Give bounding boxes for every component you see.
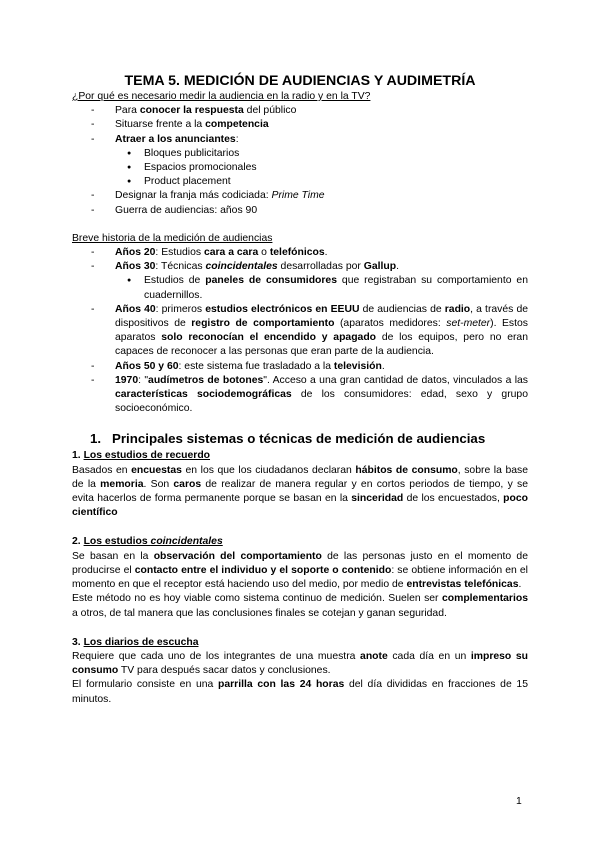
paragraph: Se basan en la observación del comportamiento de las personas justo en el momento de producirse el contacto entre el individuo y el soporte o contenido: se obtiene información en el momento en que el receptor está haciendo uso del medio, por medio de entrevistas telefónicas. — [72, 550, 528, 591]
subsection-heading: 2. Los estudios coincidentales — [72, 536, 223, 548]
list-item: - Guerra de audiencias: años 90 — [115, 204, 528, 218]
list-item: - Designar la franja más codiciada: Prime Time — [115, 189, 528, 203]
list-item: - Años 40: primeros estudios electrónicos en EEUU de audiencias de radio, a través de dispositivos de registro de comportamiento (aparatos medidores: set-meter). Estos aparatos solo reconocían el encendido y apagado de los equipos, pero no eran capaces de reconocer a las personas que eran parte de la audiencia. — [115, 303, 528, 360]
list-item: ● Bloques publicitarios — [144, 147, 528, 161]
sub-list — [115, 147, 528, 190]
page-number: 1 — [516, 796, 522, 807]
history-heading: Breve historia de la medición de audiencias — [72, 232, 273, 244]
subsection-heading: 3. Los diarios de escucha — [72, 636, 199, 648]
subsection-heading: 1. Los estudios de recuerdo — [72, 450, 211, 462]
paragraph: Requiere que cada uno de los integrantes de una muestra anote cada día en un impreso su consumo TV para después sacar datos y conclusiones. — [72, 650, 529, 677]
list-item: - Para conocer la respuesta del público — [115, 104, 528, 118]
section-heading: 1. Principales sistemas o técnicas de medición de audiencias — [90, 431, 486, 447]
sub-list — [115, 274, 528, 302]
list-item: ● Espacios promocionales — [144, 161, 528, 175]
history-list — [72, 246, 528, 416]
paragraph: El formulario consiste en una parrilla con las 24 horas del día divididas en fracciones de 15 minutos. — [72, 679, 528, 705]
paragraph: Este método no es hoy viable como sistema continuo de medición. Suelen ser complementarios a otros, de tal manera que las conclusiones finales se cotejan y ganan seguridad. — [72, 593, 528, 619]
paragraph: Basados en encuestas en los que los ciudadanos declaran hábitos de consumo, sobre la base de la memoria. Son caros de realizar de manera regular y en cortos periodos de tiempo, y se evita hacerlos de forma permanente porque se basan en la sinceridad de los encuestados, poco científico — [72, 464, 528, 519]
list-item: - 1970: "audímetros de botones". Acceso a una gran cantidad de datos, vinculados a las características sociodemográficas de los consumidores: edad, sexo y grupo socioeconómico. — [115, 374, 528, 417]
list-item: ● Product placement — [144, 175, 528, 189]
list-item: ● Estudios de paneles de consumidores que registraban su comportamiento en cuadernillos. — [144, 274, 528, 302]
document-page — [72, 72, 528, 707]
list-item: - Atraer a los anunciantes: ● Bloques publicitarios ● Espacios promocionales ● Product placement — [115, 133, 528, 190]
list-item: - Años 50 y 60: este sistema fue trasladado a la televisión. — [115, 360, 528, 374]
list-item: - Situarse frente a la competencia — [115, 118, 528, 132]
list-item: - Años 30: Técnicas coincidentales desarrolladas por Gallup. ● Estudios de paneles de consumidores que registraban su comportamiento en cuadernillos. — [115, 260, 528, 303]
intro-question: ¿Por qué es necesario medir la audiencia en la radio y en la TV? — [72, 91, 371, 102]
list-item: - Años 20: Estudios cara a cara o telefónicos. — [115, 246, 528, 260]
intro-list — [72, 104, 528, 218]
page-title: TEMA 5. MEDICIÓN DE AUDIENCIAS Y AUDIMETRÍA — [124, 73, 476, 89]
